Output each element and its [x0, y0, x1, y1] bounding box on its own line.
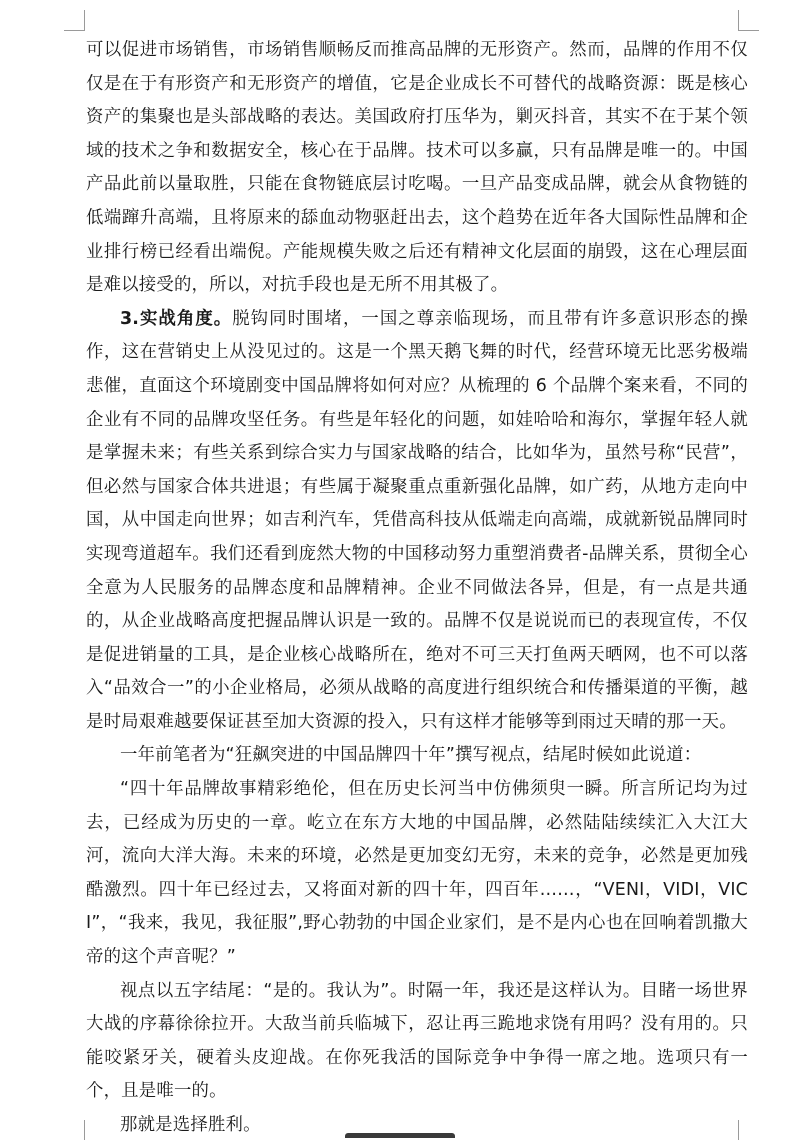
- crop-mark-top-left: [64, 10, 85, 31]
- paragraph-text: “四十年品牌故事精彩绝伦，但在历史长河当中仿佛须臾一瞬。所言所记均为过去，已经成为历史的一章。屹立在东方大地的中国品牌，必然陆陆续续汇入大江大河，流向大洋大海。未来的环境，必然是更加变幻无穷，未来的竞争，必然是更加残酷激烈。四十年已经过去，又将面对新的四十年，四百年……，“VENI，VIDI，VICI”，“我来，我见，我征服”,野心勃勃的中国企业家们，是不是内心也在回响着凯撒大帝的这个声音呢？”: [86, 779, 748, 968]
- paragraph-text: 可以促进市场销售，市场销售顺畅反而推高品牌的无形资产。然而，品牌的作用不仅仅是在于有形资产和无形资产的增值，它是企业成长不可替代的战略资源：既是核心资产的集聚也是头部战略的表达。美国政府打压华为，剿灭抖音，其实不在于某个领域的技术之争和数据安全，核心在于品牌。技术可以多赢，只有品牌是唯一的。中国产品此前以量取胜，只能在食物链底层讨吃喝。一旦产品变成品牌，就会从食物链的低端蹿升高端，且将原来的舔血动物驱赶出去，这个趋势在近年各大国际性品牌和企业排行榜已经看出端倪。产能规模失败之后还有精神文化层面的崩毁，这在心理层面是难以接受的，所以，对抗手段也是无所不用其极了。: [86, 40, 748, 296]
- paragraph-text: 视点以五字结尾：“是的。我认为”。时隔一年，我还是这样认为。目睹一场世界大战的序幕徐徐拉开。大敌当前兵临城下，忍让再三跪地求饶有用吗？没有用的。只能咬紧牙关，硬着头皮迎战。在你死我活的国际竞争中争得一席之地。选项只有一个，且是唯一的。: [86, 980, 748, 1102]
- paragraph-3: [86, 739, 748, 773]
- paragraph-text: 那就是选择胜利。: [120, 1115, 261, 1135]
- document-body: [86, 34, 748, 1143]
- paragraph-4-quote: [86, 773, 748, 975]
- crop-mark-top-right: [738, 10, 759, 31]
- paragraph-5: [86, 975, 748, 1109]
- paragraph-1: [86, 34, 748, 303]
- crop-mark-bottom-left: [64, 1120, 85, 1140]
- paragraph-text: 脱钩同时围堵，一国之尊亲临现场，而且带有许多意识形态的操作，这在营销史上从没见过的。这是一个黑天鹅飞舞的时代，经营环境无比恶劣极端悲催，直面这个环境剧变中国品牌将如何对应？从梳理的 6 个品牌个案来看，不同的企业有不同的品牌攻坚任务。有些是年轻化的问题，如娃哈哈和海尔，掌握年轻人就是掌握未来；有些关系到综合实力与国家战略的结合，比如华为，虽然号称“民营”，但必然与国家合体共进退；有些属于凝聚重点重新强化品牌，如广药，从地方走向中国，从中国走向世界；如吉利汽车，凭借高科技从低端走向高端，成就新锐品牌同时实现弯道超车。我们还看到庞然大物的中国移动努力重塑消费者-品牌关系，贯彻全心全意为人民服务的品牌态度和品牌精神。企业不同做法各异，但是，有一点是共通的，从企业战略高度把握品牌认识是一致的。品牌不仅是说说而已的表现宣传，不仅是促进销量的工具，是企业核心战略所在，绝对不可三天打鱼两天晒网，也不可以落入“品效合一”的小企业格局，必须从战略的高度进行组织统合和传播渠道的平衡，越是时局艰难越要保证甚至加大资源的投入，只有这样才能够等到雨过天晴的那一天。: [86, 308, 749, 732]
- paragraph-text: 一年前笔者为“狂飙突进的中国品牌四十年”撰写视点，结尾时候如此说道：: [120, 745, 702, 766]
- scroll-handle[interactable]: [345, 1133, 455, 1138]
- section-heading: 3.实战角度。: [120, 308, 233, 329]
- paragraph-2: [86, 303, 748, 740]
